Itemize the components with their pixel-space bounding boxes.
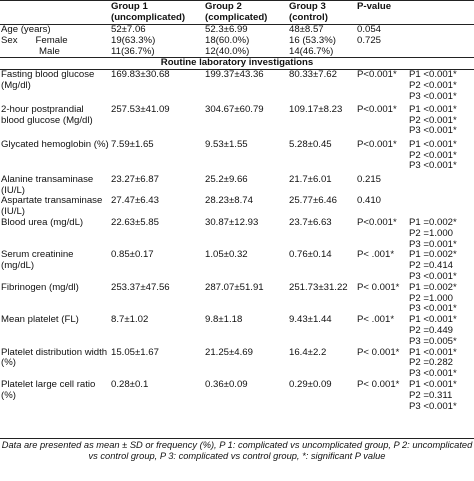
lab-pvalue: P<0.001*	[357, 139, 397, 150]
lab-label: Aspartate transaminase (IU/L)	[1, 196, 103, 218]
pairwise-value: P1 =0.002*	[409, 218, 457, 229]
lab-pairwise	[408, 175, 474, 197]
lab-pairwise	[408, 196, 474, 218]
pairwise-value: P2 =0.311	[409, 389, 453, 401]
lab-row	[0, 70, 474, 105]
lab-group1: 22.63±5.85	[111, 218, 159, 229]
pairwise-value: P3 <0.001*	[409, 303, 457, 315]
lab-row	[0, 140, 474, 175]
pairwise-value: P3 <0.001*	[409, 160, 457, 172]
lab-label: Glycated hemoglobin (%)	[1, 139, 109, 150]
lab-group1: 169.83±30.68	[111, 69, 170, 81]
lab-label: Platelet distribution width (%)	[1, 347, 108, 369]
male-g1: 11(36.7%)	[111, 46, 155, 57]
lab-label: Alanine transaminase (IU/L)	[1, 174, 94, 196]
header-group3: Group 3 (control)	[288, 1, 356, 25]
pairwise-value: P2 <0.001*	[409, 149, 457, 161]
lab-group1: 8.7±1.02	[111, 315, 149, 326]
lab-group2: 0.36±0.09	[205, 380, 248, 391]
lab-pvalue: P<0.001*	[357, 218, 397, 229]
header-pairwise	[408, 1, 474, 25]
lab-pairwise	[408, 380, 474, 414]
lab-row	[0, 105, 474, 140]
lab-label: Blood urea (mg/dL)	[1, 218, 84, 229]
section-title: Routine laboratory investigations	[0, 58, 474, 70]
pairwise-value: P2 <0.001*	[409, 80, 457, 92]
lab-pairwise	[408, 70, 474, 105]
lab-label: Fasting blood glucose (Mg/dl)	[1, 69, 95, 92]
lab-group1: 15.05±1.67	[111, 347, 159, 358]
lab-pvalue: P< 0.001*	[357, 380, 400, 391]
lab-pairwise	[408, 105, 474, 140]
lab-group2: 9.53±1.55	[205, 139, 248, 150]
lab-group2: 25.2±9.66	[205, 174, 248, 185]
header-group1: Group 1 (uncomplicated)	[110, 1, 204, 25]
lab-group3: 5.28±0.45	[289, 139, 332, 150]
lab-group1: 0.85±0.17	[111, 250, 154, 261]
pairwise-value: P2 =0.449	[409, 325, 454, 337]
female-g3: 16 (53.3%)	[289, 35, 336, 46]
pairwise-value: P2 <0.001*	[409, 114, 457, 126]
lab-row	[0, 315, 474, 347]
lab-pairwise	[408, 348, 474, 380]
age-g3: 48±8.57	[289, 24, 324, 35]
male-g2: 12(40.0%)	[205, 46, 250, 57]
lab-pvalue: P< 0.001*	[357, 282, 400, 293]
age-label: Age (years)	[1, 24, 51, 35]
lab-row	[0, 250, 474, 282]
lab-label: 2-hour postprandial blood glucose (Mg/dl)	[1, 104, 93, 126]
lab-row	[0, 175, 474, 197]
pairwise-value: P2 =1.000	[409, 292, 454, 304]
pairwise-value: P2 =0.282	[409, 357, 454, 369]
lab-group3: 0.29±0.09	[289, 380, 332, 391]
lab-group3: 0.76±0.14	[289, 250, 332, 261]
lab-group2: 28.23±8.74	[205, 196, 253, 207]
pairwise-value: P3 <0.001*	[409, 125, 457, 137]
lab-group1: 27.47±6.43	[111, 196, 159, 207]
lab-pvalue: P< .001*	[357, 315, 395, 326]
pairwise-value: P3 =0.005*	[409, 335, 457, 347]
lab-label: Serum creatinine (mg/dL)	[1, 250, 74, 272]
pairwise-value: P3 <0.001*	[409, 368, 457, 380]
lab-group2: 199.37±43.36	[205, 69, 264, 81]
lab-group3: 16.4±2.2	[289, 347, 327, 358]
lab-group3: 109.17±8.23	[289, 104, 343, 115]
lab-row	[0, 380, 474, 414]
lab-group3: 80.33±7.62	[289, 69, 337, 81]
lab-row	[0, 348, 474, 380]
header-row	[0, 1, 474, 25]
lab-group1: 253.37±47.56	[111, 282, 170, 293]
lab-group1: 23.27±6.87	[111, 174, 159, 185]
lab-group3: 251.73±31.22	[289, 282, 348, 293]
male-g3: 14(46.7%)	[289, 46, 334, 57]
lab-group3: 21.7±6.01	[289, 174, 332, 185]
lab-group2: 1.05±0.32	[205, 250, 248, 261]
lab-group2: 304.67±60.79	[205, 104, 264, 115]
lab-pvalue: P< .001*	[357, 250, 395, 261]
pairwise-value: P3 <0.001*	[409, 90, 457, 102]
pairwise-value: P1 <0.001*	[409, 69, 457, 81]
lab-label: Mean platelet (FL)	[1, 315, 79, 326]
lab-group3: 25.77±6.46	[289, 196, 337, 207]
sex-p: 0.725	[357, 35, 382, 46]
pairwise-value: P2 =0.414	[409, 260, 454, 272]
female-g1: 19(63.3%)	[111, 35, 156, 46]
age-p: 0.054	[357, 24, 382, 35]
lab-label: Fibrinogen (mg/dl)	[1, 282, 79, 293]
lab-group2: 21.25±4.69	[205, 347, 253, 358]
lab-group2: 287.07±51.91	[205, 282, 264, 293]
lab-pairwise	[408, 283, 474, 315]
age-g1: 52±7.06	[111, 24, 146, 35]
male-row	[0, 47, 474, 58]
lab-pairwise	[408, 218, 474, 250]
lab-pvalue: P<0.001*	[357, 69, 397, 81]
lab-pairwise	[408, 315, 474, 347]
lab-group2: 30.87±12.93	[205, 218, 259, 229]
sex-female-label: Sex Female	[1, 35, 68, 46]
lab-pvalue: 0.410	[357, 196, 382, 207]
lab-pvalue: P<0.001*	[357, 104, 397, 115]
lab-row	[0, 196, 474, 218]
lab-group1: 0.28±0.1	[111, 380, 149, 391]
header-pvalue: P-value	[356, 1, 408, 25]
lab-group2: 9.8±1.18	[205, 315, 243, 326]
pairwise-value: P3 <0.001*	[409, 400, 457, 412]
female-row	[0, 36, 474, 47]
male-label: Male	[39, 46, 60, 57]
lab-group3: 9.43±1.44	[289, 315, 332, 326]
pairwise-value: P1 <0.001*	[409, 380, 457, 391]
lab-group1: 257.53±41.09	[111, 104, 170, 115]
lab-label: Platelet large cell ratio (%)	[1, 380, 96, 401]
section-row	[0, 58, 474, 70]
lab-group1: 7.59±1.65	[111, 139, 154, 150]
header-group2: Group 2 (complicated)	[204, 1, 288, 25]
footnote: Data are presented as mean ± SD or frequency (%), P 1: complicated vs uncomplicated group, P 2: uncomplicated vs control group, P 3: complicated vs control group, *: significant P value	[1, 440, 473, 461]
pairwise-value: P1 <0.001*	[409, 347, 457, 358]
lab-row	[0, 283, 474, 315]
age-g2: 52.3±6.99	[205, 24, 248, 35]
lab-group3: 23.7±6.63	[289, 218, 332, 229]
pairwise-value: P1 <0.001*	[409, 139, 457, 150]
lab-row	[0, 218, 474, 250]
female-g2: 18(60.0%)	[205, 35, 250, 46]
lab-pairwise	[408, 250, 474, 282]
pairwise-value: P2 =1.000	[409, 227, 454, 239]
lab-pairwise	[408, 140, 474, 175]
age-row	[0, 25, 474, 36]
pairwise-value: P3 =0.001*	[409, 238, 457, 250]
lab-pvalue: P< 0.001*	[357, 347, 400, 358]
pairwise-value: P1 =0.002*	[409, 250, 457, 261]
pairwise-value: P3 <0.001*	[409, 271, 457, 283]
lab-pvalue: 0.215	[357, 174, 382, 185]
header-blank	[0, 1, 110, 25]
pairwise-value: P1 <0.001*	[409, 315, 457, 326]
pairwise-value: P1 =0.002*	[409, 282, 457, 293]
pairwise-value: P1 <0.001*	[409, 104, 457, 115]
